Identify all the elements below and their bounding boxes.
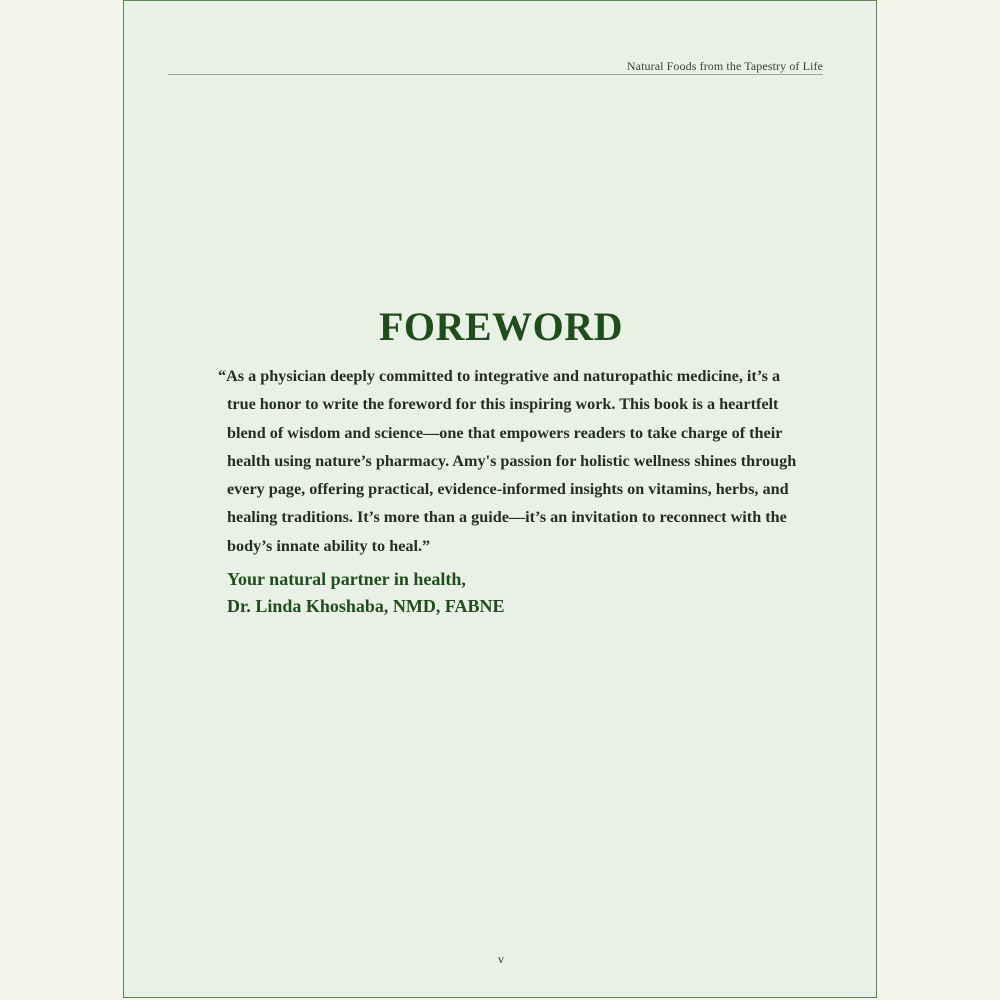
header-rule: [168, 74, 823, 75]
quote-line: true honor to write the foreword for this inspiring work. This book is a heartfelt: [227, 395, 779, 414]
signature-block: [227, 566, 505, 620]
quote-line: health using nature’s pharmacy. Amy's passion for holistic wellness shines through: [227, 451, 797, 470]
quote-line: “As a physician deeply committed to integrative and naturopathic medicine, it’s a: [218, 367, 781, 385]
book-page: [123, 0, 877, 998]
quote-line: body’s innate ability to heal.”: [227, 536, 431, 555]
signature-closing: Your natural partner in health,: [227, 569, 466, 589]
quote-line: every page, offering practical, evidence-informed insights on vitamins, herbs, and: [227, 480, 789, 499]
foreword-quote: [218, 362, 797, 560]
signature-name: Dr. Linda Khoshaba, NMD, FABNE: [227, 596, 505, 616]
page-number: v: [498, 952, 504, 966]
quote-line: healing traditions. It’s more than a guide—it’s an invitation to reconnect with the: [227, 508, 787, 527]
page-title: FOREWORD: [379, 304, 623, 349]
quote-line: blend of wisdom and science—one that empowers readers to take charge of their: [227, 423, 783, 442]
running-header: Natural Foods from the Tapestry of Life: [626, 59, 823, 73]
